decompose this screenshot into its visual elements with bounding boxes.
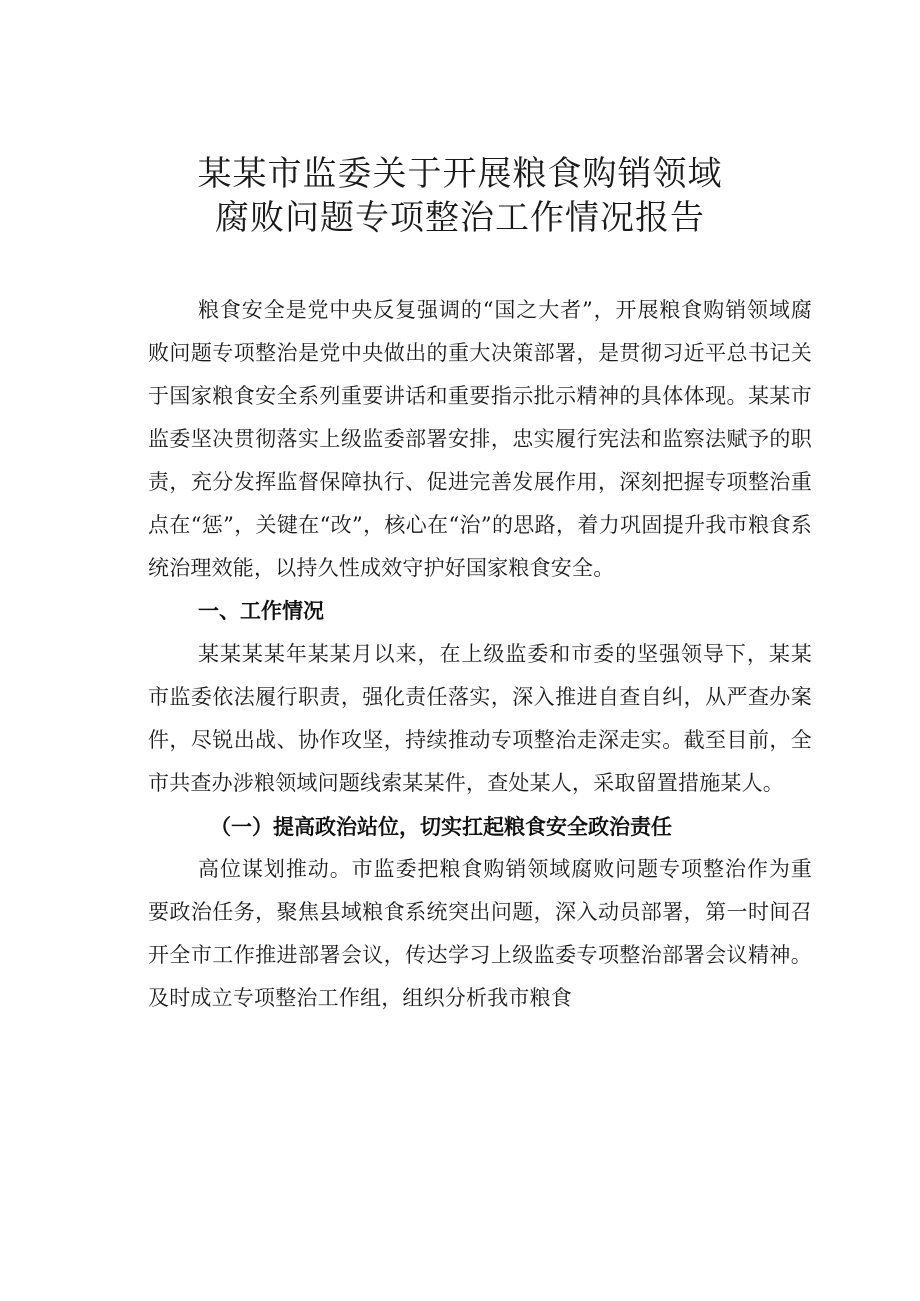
document-title	[0, 152, 920, 240]
subsection-paragraph: 高位谋划推动。市监委把粮食购销领域腐败问题专项整治作为重要政治任务，聚焦县域粮食系统突出问题，深入动员部署，第一时间召开全市工作推进部署会议，传达学习上级监委专项整治部署会议精神。及时成立专项整治工作组，组织分析我市粮食	[148, 857, 812, 1010]
title-line-1: 某某市监委关于开展粮食购销领域	[197, 154, 723, 194]
section-heading: 一、工作情况	[198, 599, 324, 623]
subsection-heading: （一）提高政治站位，切实扛起粮食安全政治责任	[210, 814, 672, 839]
title-line-2: 腐败问题专项整治工作情况报告	[215, 198, 705, 238]
intro-paragraph: 粮食安全是党中央反复强调的“国之大者”，开展粮食购销领域腐败问题专项整治是党中央做出的重大决策部署，是贯彻习近平总书记关于国家粮食安全系列重要讲话和重要指示批示精神的具体体现。某某市监委坚决贯彻落实上级监委部署安排，忠实履行宪法和监察法赋予的职责，充分发挥监督保障执行、促进完善发展作用，深刻把握专项整治重点在“惩”，关键在“改”，核心在“治”的思路，着力巩固提升我市粮食系统治理效能，以持久性成效守护好国家粮食安全。	[148, 298, 812, 580]
document-body	[148, 289, 812, 1020]
section-paragraph: 某某某某年某某月以来，在上级监委和市委的坚强领导下，某某市监委依法履行职责，强化责任落实，深入推进自查自纠，从严查办案件，尽锐出战、协作攻坚，持续推动专项整治走深走实。截至目前，全市共查办涉粮领域问题线索某某件，查处某人，采取留置措施某人。	[148, 642, 812, 795]
